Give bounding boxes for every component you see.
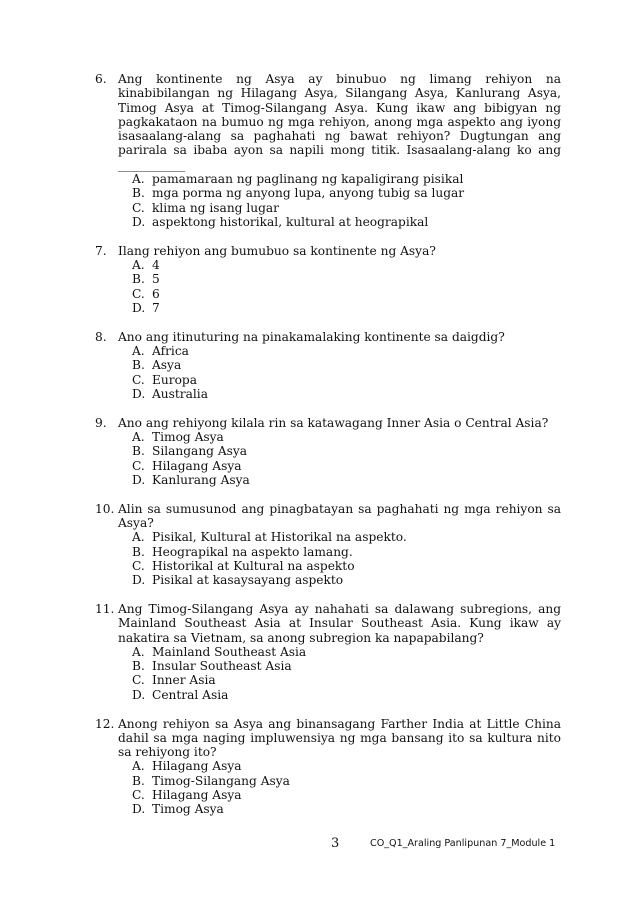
answer-option — [132, 301, 561, 315]
answer-option — [132, 258, 561, 272]
question-number: 9. — [95, 415, 107, 430]
option-letter: D. — [132, 802, 146, 817]
question-item — [95, 602, 561, 702]
option-text: Historikal at Kultural na aspekto — [152, 558, 355, 573]
option-text: Pisikal at kasaysayang aspekto — [152, 573, 344, 588]
question-number: 12. — [95, 716, 115, 731]
option-text: Timog Asya — [152, 430, 224, 445]
answer-option — [132, 444, 561, 458]
answer-option — [132, 215, 561, 229]
answer-option — [132, 430, 561, 444]
option-text: klima ng isang lugar — [152, 200, 279, 215]
option-letter: B. — [132, 773, 145, 788]
module-code: CO_Q1_Araling Panlipunan 7_Module 1 — [370, 838, 556, 849]
option-text: Europa — [152, 372, 197, 387]
option-text: Timog Asya — [152, 802, 224, 817]
answer-options — [118, 344, 561, 401]
option-text: Kanlurang Asya — [152, 472, 250, 487]
option-letter: D. — [132, 214, 146, 229]
option-text: Central Asia — [152, 687, 229, 702]
option-text: 5 — [152, 272, 160, 287]
question-text: Anong rehiyon sa Asya ang binansagang Farther India at Little China dahil sa mga naging impluwensiya ng mga bansang ito sa kultura nito sa rehiyong ito? — [118, 716, 561, 760]
answer-options — [118, 645, 561, 702]
option-letter: D. — [132, 687, 146, 702]
answer-option — [132, 788, 561, 802]
answer-option — [132, 201, 561, 215]
question-text: Ano ang itinuturing na pinakamalaking kontinente sa daigdig? — [118, 329, 505, 344]
option-letter: D. — [132, 573, 146, 588]
option-text: Silangang Asya — [152, 444, 248, 459]
option-text: Insular Southeast Asia — [152, 659, 292, 674]
option-letter: A. — [132, 759, 145, 774]
answer-options — [118, 530, 561, 587]
answer-option — [132, 172, 561, 186]
answer-option — [132, 373, 561, 387]
question-number: 6. — [95, 72, 107, 86]
answer-option — [132, 688, 561, 702]
answer-options — [118, 430, 561, 487]
option-letter: A. — [132, 644, 145, 659]
option-letter: B. — [132, 186, 145, 201]
question-item — [95, 244, 561, 315]
question-number: 7. — [95, 243, 107, 258]
option-text: Inner Asia — [152, 673, 216, 688]
answer-option — [132, 545, 561, 559]
option-letter: B. — [132, 444, 145, 459]
option-letter: C. — [132, 458, 145, 473]
option-letter: C. — [132, 286, 145, 301]
option-text: Hilagang Asya — [152, 788, 242, 803]
option-letter: A. — [132, 258, 145, 273]
question-text: Ano ang rehiyong kilala rin sa katawagang Inner Asia o Central Asia? — [118, 415, 549, 430]
answer-option — [132, 473, 561, 487]
option-text: 6 — [152, 286, 160, 301]
option-text: Africa — [152, 344, 189, 359]
option-letter: A. — [132, 530, 145, 545]
question-text: Ang Timog-Silangang Asya ay nahahati sa dalawang subregions, ang Mainland Southeast Asia at Insular Southeast Asia. Kung ikaw ay nakatira sa Vietnam, sa anong subregion ka napapabilang? — [118, 602, 561, 645]
option-text: Heograpikal na aspekto lamang. — [152, 544, 353, 559]
answer-option — [132, 186, 561, 200]
option-text: 7 — [152, 300, 160, 315]
answer-option — [132, 387, 561, 401]
option-letter: B. — [132, 544, 145, 559]
option-letter: B. — [132, 659, 145, 674]
page-number: 3 — [331, 836, 340, 851]
answer-option — [132, 802, 561, 816]
answer-option — [132, 645, 561, 659]
option-text: Timog-Silangang Asya — [152, 773, 290, 788]
answer-options — [118, 258, 561, 315]
answer-option — [132, 530, 561, 544]
option-letter: D. — [132, 386, 146, 401]
answer-option — [132, 759, 561, 773]
option-letter: A. — [132, 430, 145, 445]
option-letter: C. — [132, 558, 145, 573]
question-item — [95, 416, 561, 487]
option-text: Pisikal, Kultural at Historikal na aspekto. — [152, 530, 407, 545]
answer-option — [132, 287, 561, 301]
question-text: Alin sa sumusunod ang pinagbatayan sa paghahati ng mga rehiyon sa Asya? — [118, 501, 561, 531]
question-item — [95, 330, 561, 401]
question-number: 11. — [95, 602, 115, 616]
option-letter: D. — [132, 300, 146, 315]
question-item — [95, 72, 561, 229]
answer-option — [132, 673, 561, 687]
option-text: Asya — [152, 358, 182, 373]
option-text: mga porma ng anyong lupa, anyong tubig sa lugar — [152, 186, 465, 201]
option-letter: A. — [132, 172, 145, 187]
question-number: 10. — [95, 501, 115, 516]
option-letter: D. — [132, 472, 146, 487]
question-list — [95, 72, 561, 831]
answer-option — [132, 358, 561, 372]
question-number: 8. — [95, 329, 107, 344]
answer-option — [132, 272, 561, 286]
option-letter: A. — [132, 344, 145, 359]
question-item — [95, 502, 561, 588]
option-text: 4 — [152, 258, 160, 273]
option-letter: C. — [132, 788, 145, 803]
option-letter: C. — [132, 200, 145, 215]
answer-option — [132, 573, 561, 587]
question-item — [95, 717, 561, 817]
answer-option — [132, 344, 561, 358]
answer-options — [118, 759, 561, 816]
answer-option — [132, 559, 561, 573]
option-text: Mainland Southeast Asia — [152, 644, 307, 659]
option-text: Hilagang Asya — [152, 759, 242, 774]
option-letter: B. — [132, 358, 145, 373]
answer-option — [132, 774, 561, 788]
option-text: aspektong historikal, kultural at heograpikal — [152, 214, 429, 229]
answer-option — [132, 459, 561, 473]
option-text: Hilagang Asya — [152, 458, 242, 473]
option-letter: C. — [132, 673, 145, 688]
option-letter: C. — [132, 372, 145, 387]
question-text: Ilang rehiyon ang bumubuo sa kontinente ng Asya? — [118, 243, 436, 258]
option-text: pamamaraan ng paglinang ng kapaligirang pisikal — [152, 172, 464, 187]
option-text: Australia — [152, 386, 208, 401]
option-letter: B. — [132, 272, 145, 287]
question-text: Ang kontinente ng Asya ay binubuo ng limang rehiyon na kinabibilangan ng Hilagang Asya, Silangang Asya, Kanlurang Asya, Timog Asya at Timog-Silangang Asya. Kung ikaw ang bibigyan ng pagkakataon na bumuo ng mga rehiyon, anong mga aspekto ang iyong isasaalang-alang sa paghahati ng bawat rehiyon? Dugtungan ang parirala sa ibaba ayon sa napili mong titik. Isasaalang-alang ko ang ___________ — [118, 72, 561, 172]
answer-options — [118, 172, 561, 229]
answer-option — [132, 659, 561, 673]
